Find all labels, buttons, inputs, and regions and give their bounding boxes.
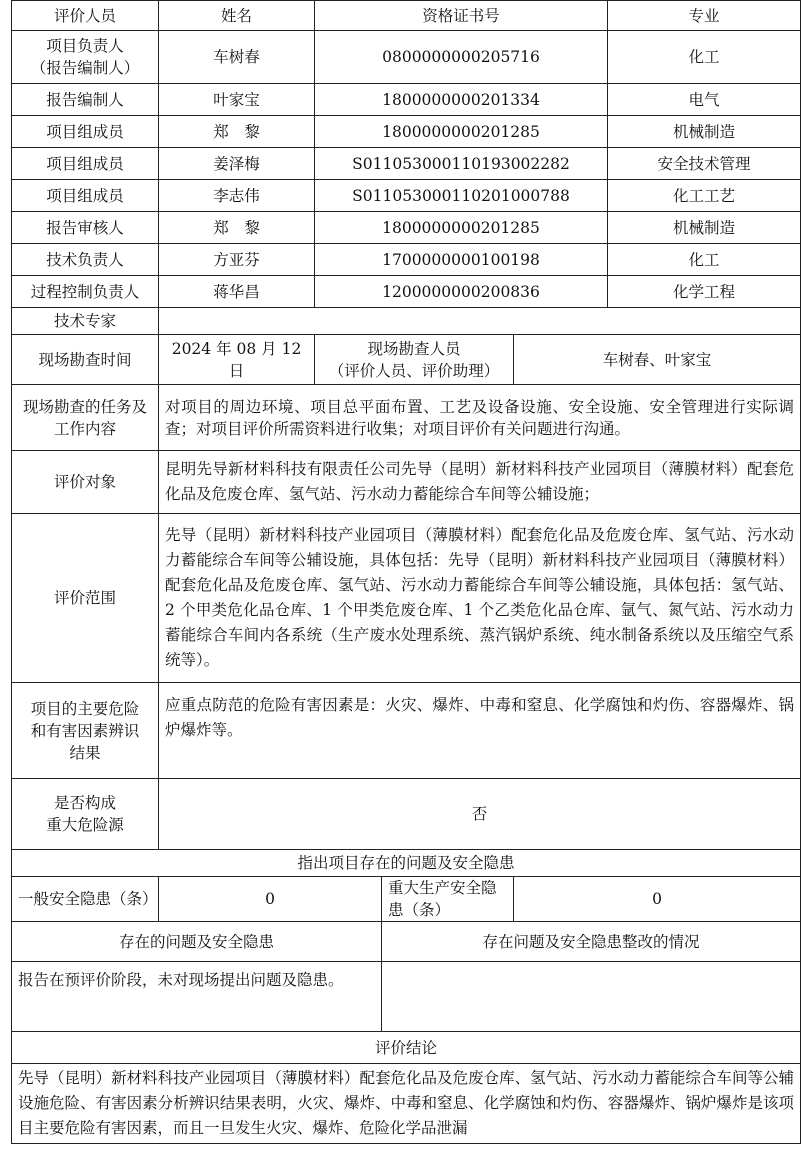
staff-row bbox=[12, 244, 801, 276]
staff-cert: S011053000110201000788 bbox=[315, 180, 608, 212]
expert-value bbox=[159, 308, 801, 335]
general-hazard-count: 0 bbox=[159, 877, 382, 922]
evaluation-table bbox=[11, 0, 801, 1144]
staff-row bbox=[12, 148, 801, 180]
staff-cert: 0800000000205716 bbox=[315, 31, 608, 84]
staff-major: 化工工艺 bbox=[608, 180, 801, 212]
fix-status-value bbox=[382, 962, 801, 1032]
survey-time-label: 现场勘查时间 bbox=[12, 335, 159, 385]
scope-label: 评价范围 bbox=[12, 514, 159, 683]
hazard-row bbox=[12, 683, 801, 779]
staff-major: 化工 bbox=[608, 244, 801, 276]
header-cert: 资格证书号 bbox=[315, 1, 608, 31]
task-row bbox=[12, 385, 801, 451]
survey-row bbox=[12, 335, 801, 385]
conclusion-row bbox=[12, 1064, 801, 1144]
survey-persons-label: 现场勘查人员 （评价人员、评价助理） bbox=[315, 335, 514, 385]
task-value: 对项目的周边环境、项目总平面布置、工艺及设备设施、安全设施、安全管理进行实际调查；对项目评价所需资料进行收集；对项目评价有关问题进行沟通。 bbox=[159, 385, 801, 451]
hazard-label: 项目的主要危险和有害因素辨识结果 bbox=[12, 683, 159, 779]
expert-row bbox=[12, 308, 801, 335]
staff-role: 报告编制人 bbox=[12, 84, 159, 116]
major-hazard-row bbox=[12, 779, 801, 850]
staff-major: 安全技术管理 bbox=[608, 148, 801, 180]
staff-role: 技术负责人 bbox=[12, 244, 159, 276]
staff-row bbox=[12, 31, 801, 84]
conclusion-title: 评价结论 bbox=[12, 1032, 801, 1064]
staff-cert: 1200000000200836 bbox=[315, 276, 608, 308]
hazard-value: 应重点防范的危险有害因素是：火灾、爆炸、中毒和窒息、化学腐蚀和灼伤、容器爆炸、锅炉爆炸等。 bbox=[159, 683, 801, 779]
staff-cert: S011053000110193002282 bbox=[315, 148, 608, 180]
header-role: 评价人员 bbox=[12, 1, 159, 31]
survey-time-value: 2024 年 08 月 12 日 bbox=[159, 335, 315, 385]
staff-row bbox=[12, 116, 801, 148]
header-row bbox=[12, 1, 801, 31]
major-hazard-label: 是否构成 重大危险源 bbox=[12, 779, 159, 850]
staff-cert: 1700000000100198 bbox=[315, 244, 608, 276]
staff-name: 郑 黎 bbox=[159, 116, 315, 148]
task-label: 现场勘查的任务及工作内容 bbox=[12, 385, 159, 451]
staff-name: 叶家宝 bbox=[159, 84, 315, 116]
staff-role: 项目组成员 bbox=[12, 148, 159, 180]
object-row bbox=[12, 451, 801, 514]
exist-issues-value: 报告在预评价阶段，未对现场提出问题及隐患。 bbox=[12, 962, 382, 1032]
staff-role: 项目组成员 bbox=[12, 180, 159, 212]
major-hazard-count: 0 bbox=[514, 877, 801, 922]
issues-title-row bbox=[12, 850, 801, 877]
scope-row bbox=[12, 514, 801, 683]
staff-major: 化工 bbox=[608, 31, 801, 84]
object-value: 昆明先导新材料科技有限责任公司先导（昆明）新材料科技产业园项目（薄膜材料）配套危化品及危废仓库、氢气站、污水动力蓄能综合车间等公辅设施； bbox=[159, 451, 801, 514]
staff-major: 机械制造 bbox=[608, 116, 801, 148]
staff-name: 车树春 bbox=[159, 31, 315, 84]
staff-name: 李志伟 bbox=[159, 180, 315, 212]
header-major: 专业 bbox=[608, 1, 801, 31]
staff-role: 项目负责人 （报告编制人） bbox=[12, 31, 159, 84]
staff-role: 过程控制负责人 bbox=[12, 276, 159, 308]
scope-value: 先导（昆明）新材料科技产业园项目（薄膜材料）配套危化品及危废仓库、氢气站、污水动力蓄能综合车间等公辅设施，具体包括：先导（昆明）新材料科技产业园项目（薄膜材料）配套危化品及危废仓库、氢气站、污水动力蓄能综合车间等公辅设施，具体包括：氢气站、2 个甲类危化品仓库、1 个甲类危废仓库、1 个乙类危化品仓库、氩气、氮气站、污水动力蓄能综合车间内各系统（生产废水处理系统、蒸汽锅炉系统、纯水制备系统以及压缩空气系统等）。 bbox=[159, 514, 801, 683]
general-hazard-label: 一般安全隐患（条） bbox=[12, 877, 159, 922]
conclusion-title-row bbox=[12, 1032, 801, 1064]
staff-major: 机械制造 bbox=[608, 212, 801, 244]
conclusion-value: 先导（昆明）新材料科技产业园项目（薄膜材料）配套危化品及危废仓库、氢气站、污水动力蓄能综合车间等公辅设施危险、有害因素分析辨识结果表明，火灾、爆炸、中毒和窒息、化学腐蚀和灼伤、容器爆炸、锅炉爆炸是该项目主要危险有害因素，而且一旦发生火灾、爆炸、危险化学品泄漏 bbox=[12, 1064, 801, 1144]
object-label: 评价对象 bbox=[12, 451, 159, 514]
major-hazard-count-label: 重大生产安全隐患（条） bbox=[382, 877, 514, 922]
major-hazard-value: 否 bbox=[159, 779, 801, 850]
staff-row bbox=[12, 212, 801, 244]
issues-value-row bbox=[12, 962, 801, 1032]
staff-name: 蒋华昌 bbox=[159, 276, 315, 308]
staff-major: 化学工程 bbox=[608, 276, 801, 308]
issues-count-row bbox=[12, 877, 801, 922]
staff-cert: 1800000000201334 bbox=[315, 84, 608, 116]
staff-row bbox=[12, 180, 801, 212]
staff-major: 电气 bbox=[608, 84, 801, 116]
staff-name: 郑 黎 bbox=[159, 212, 315, 244]
staff-row bbox=[12, 276, 801, 308]
issues-title: 指出项目存在的问题及安全隐患 bbox=[12, 850, 801, 877]
staff-cert: 1800000000201285 bbox=[315, 212, 608, 244]
fix-status-header: 存在问题及安全隐患整改的情况 bbox=[382, 922, 801, 962]
header-name: 姓名 bbox=[159, 1, 315, 31]
staff-name: 方亚芬 bbox=[159, 244, 315, 276]
staff-role: 项目组成员 bbox=[12, 116, 159, 148]
survey-persons-value: 车树春、叶家宝 bbox=[514, 335, 801, 385]
issues-header-row bbox=[12, 922, 801, 962]
expert-label: 技术专家 bbox=[12, 308, 159, 335]
staff-row bbox=[12, 84, 801, 116]
staff-name: 姜泽梅 bbox=[159, 148, 315, 180]
exist-issues-header: 存在的问题及安全隐患 bbox=[12, 922, 382, 962]
staff-role: 报告审核人 bbox=[12, 212, 159, 244]
staff-cert: 1800000000201285 bbox=[315, 116, 608, 148]
